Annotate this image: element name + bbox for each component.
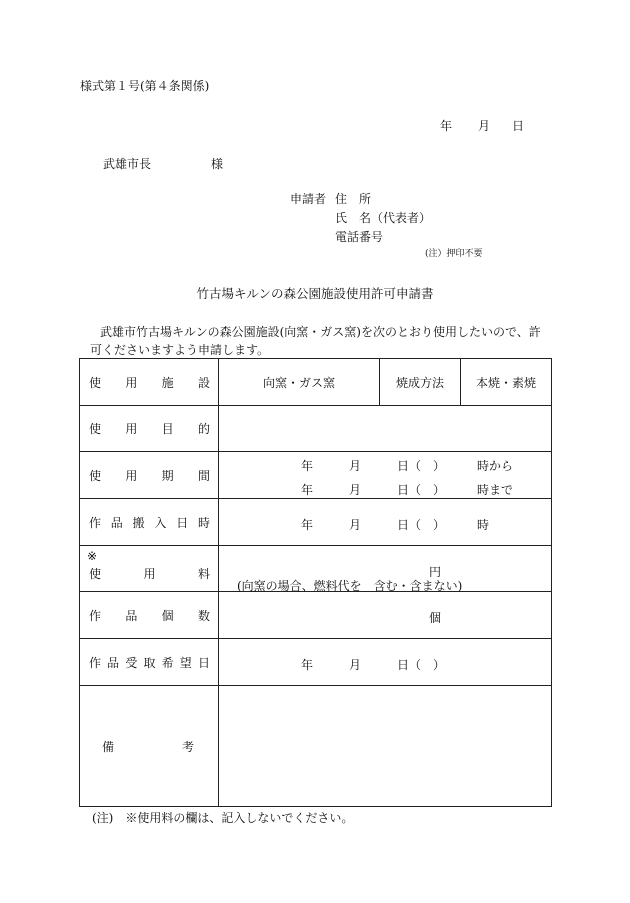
date-line [440, 120, 524, 132]
label-pickup [80, 639, 219, 686]
name-label: 氏 名（代表者） [335, 211, 432, 225]
label-facility [80, 359, 219, 406]
label-remarks [80, 686, 219, 807]
label-char: 設 [197, 375, 210, 390]
addressee: 武雄市長 様 [103, 157, 224, 171]
label-char: 品 [125, 608, 138, 623]
period-start-day: 日（ ） [397, 459, 446, 473]
application-table [79, 358, 552, 807]
label-char: 日 [176, 515, 189, 530]
address-label: 住 所 [335, 192, 372, 206]
date-month: 月 [478, 119, 491, 133]
seal-note: (注）押印不要 [425, 249, 483, 259]
label-char: 作 [89, 655, 102, 670]
label-period [80, 452, 219, 499]
count-field[interactable] [219, 592, 552, 639]
period-end-year: 年 [301, 483, 314, 497]
label-char: 望 [179, 655, 192, 670]
label-char: 使 [89, 567, 102, 581]
label-char: 施 [161, 375, 174, 390]
fee-field[interactable] [219, 546, 552, 592]
label-char: 考 [181, 739, 194, 754]
delivery-month: 月 [349, 518, 362, 532]
delivery-hour: 時 [477, 518, 490, 532]
period-start-year: 年 [301, 459, 314, 473]
label-delivery [80, 499, 219, 546]
fee-mark: ※ [87, 549, 98, 563]
label-char: 使 [89, 375, 102, 390]
row-fee [80, 546, 552, 592]
footer-note: (注) ※使用料の欄は、記入しないでください。 [92, 811, 354, 825]
pickup-day: 日（ ） [397, 658, 446, 672]
row-period [80, 452, 552, 499]
label-char: 的 [197, 422, 210, 436]
document-title: 竹古場キルンの森公園施設使用許可申請書 [196, 286, 434, 301]
count-unit: 個 [429, 611, 442, 625]
facility-value: 向窯・ガス窯 [219, 359, 380, 406]
intro-paragraph: 武雄市竹古場キルンの森公園施設(向窯・ガス窯)を次のとおり使用したいので、許可くださいますよう申請します。 [90, 325, 541, 357]
pickup-field[interactable] [219, 639, 552, 686]
label-char: 用 [143, 567, 156, 581]
label-char: 希 [161, 655, 174, 670]
row-pickup [80, 639, 552, 686]
label-char: 入 [154, 515, 167, 530]
label-char: 日 [197, 655, 210, 670]
label-char: 使 [89, 468, 102, 483]
label-char: 受 [125, 655, 138, 670]
label-char: 用 [125, 422, 138, 436]
date-year: 年 [440, 119, 453, 133]
label-char: 個 [161, 608, 174, 623]
delivery-day: 日（ ） [397, 518, 446, 532]
label-char: 用 [125, 468, 138, 483]
period-end-day: 日（ ） [397, 483, 446, 497]
label-char: 品 [107, 655, 120, 670]
delivery-field[interactable] [219, 499, 552, 546]
period-start-month: 月 [349, 459, 362, 473]
label-char: 用 [125, 375, 138, 390]
label-purpose [80, 406, 219, 452]
label-char: 期 [161, 468, 174, 483]
period-field[interactable] [219, 452, 552, 499]
fee-note: (向窯の場合、燃料代を 含む・含まない) [237, 579, 463, 593]
firing-method-label: 焼成方法 [380, 359, 461, 406]
label-char: 品 [110, 515, 123, 530]
row-purpose [80, 406, 552, 452]
label-char: 数 [197, 608, 210, 623]
label-char: 目 [161, 422, 174, 436]
label-char: 間 [197, 468, 210, 483]
row-count [80, 592, 552, 639]
label-char: 作 [89, 515, 102, 530]
period-end-month: 月 [349, 483, 362, 497]
row-delivery [80, 499, 552, 546]
label-char: 時 [197, 515, 210, 530]
label-char: 使 [89, 422, 102, 436]
label-char: 料 [197, 567, 210, 581]
period-end-hour: 時まで [477, 483, 514, 497]
purpose-field[interactable] [219, 406, 552, 452]
period-start-hour: 時から [477, 459, 514, 473]
label-count [80, 592, 219, 639]
date-day: 日 [512, 119, 525, 133]
form-number: 様式第１号(第４条関係) [80, 79, 210, 93]
fee-unit: 円 [429, 565, 442, 579]
pickup-month: 月 [349, 658, 362, 672]
label-char: 備 [102, 739, 115, 754]
label-char: 取 [143, 655, 156, 670]
applicant-role: 申請者 [290, 192, 327, 206]
label-fee [80, 546, 219, 592]
label-char: 作 [89, 608, 102, 623]
row-facility [80, 359, 552, 406]
remarks-field[interactable] [219, 686, 552, 807]
pickup-year: 年 [301, 658, 314, 672]
phone-label: 電話番号 [335, 230, 384, 244]
label-char: 搬 [132, 515, 145, 530]
firing-method-value: 本焼・素焼 [461, 359, 552, 406]
delivery-year: 年 [301, 518, 314, 532]
row-remarks [80, 686, 552, 807]
